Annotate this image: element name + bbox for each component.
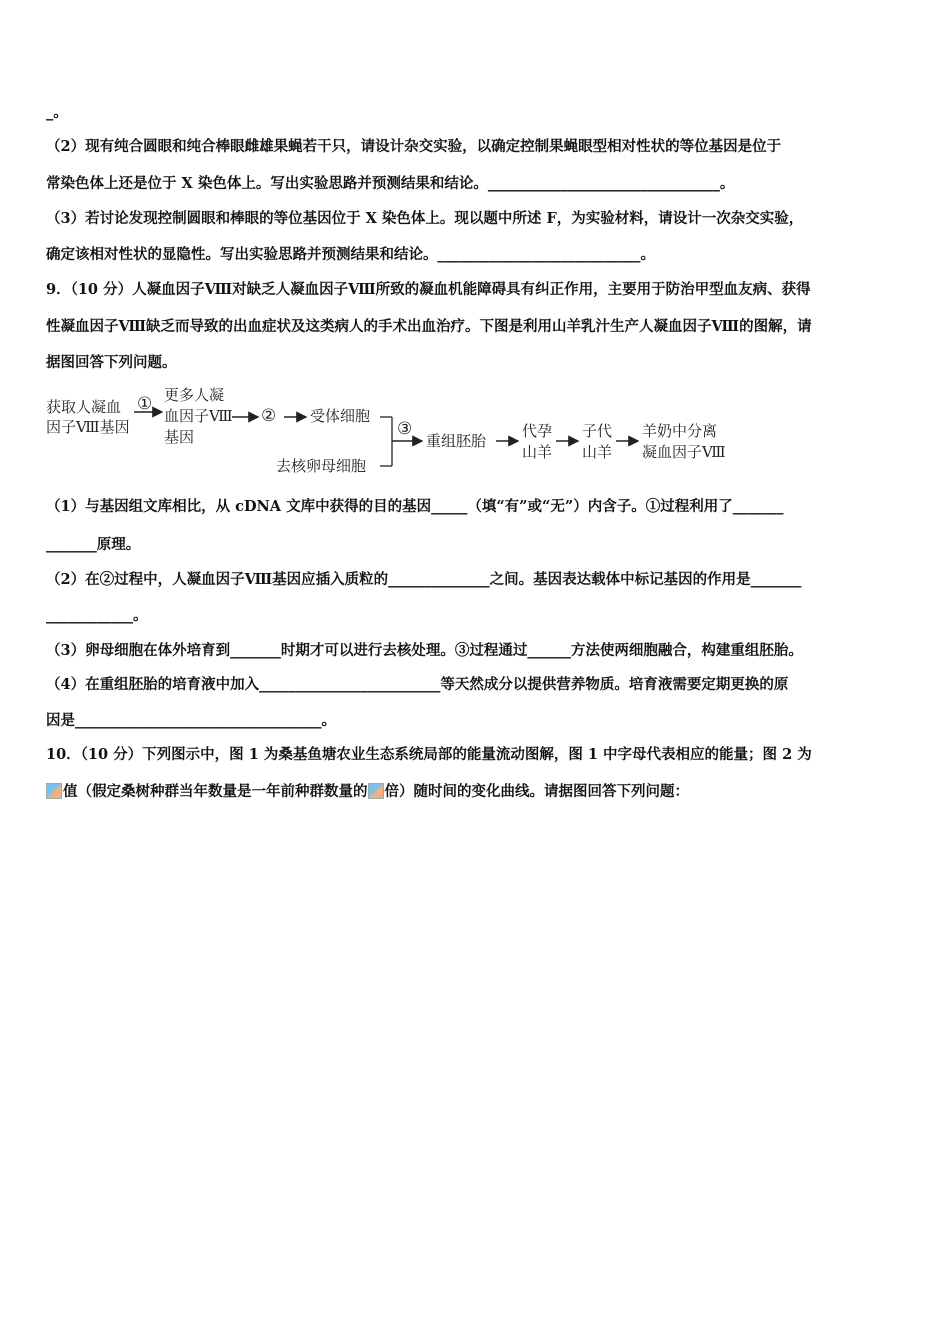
text-line: （2）在②过程中，人凝血因子Ⅷ基因应插入质粒的______________之间。基因表达载体中标记基因的作用是_______ [46,571,802,588]
flow-node-more-genes-line3: 基因 [164,428,195,446]
lambda-image-icon [46,783,62,799]
text-line: 确定该相对性状的显隐性。写出实验思路并预测结果和结论。____________________________。 [46,246,655,263]
text-line: （3）卵母细胞在体外培育到_______时期才可以进行去核处理。③过程通过______方法使两细胞融合，构建重组胚胎。 [46,642,803,659]
text-line: （3）若讨论发现控制圆眼和棒眼的等位基因位于 X 染色体上。现以题中所述 F，为实验材料，请设计一次杂交实验， [46,210,804,227]
flow-node-obtain-gene-line2: 因子Ⅷ基因 [46,418,130,436]
flow-step-3: ③ [397,419,413,439]
flow-node-more-genes-line2: 血因子Ⅷ [164,407,233,425]
flow-step-2: ② [261,406,277,426]
text-line: （1）与基因组文库相比，从 cDNA 文库中获得的目的基因_____（填“有”或“无”）内含子。①过程利用了_______ [46,498,784,515]
text-line: 常染色体上还是位于 X 染色体上。写出实验思路并预测结果和结论。________________________________。 [46,175,735,192]
text-line: 因是__________________________________。 [46,712,336,729]
flow-node-surrogate-line2: 山羊 [522,443,553,461]
text-fragment: 值（假定桑树种群当年数量是一年前种群数量的 [63,783,368,800]
flow-node-milk-line1: 羊奶中分离 [642,422,718,440]
flow-node-offspring-line2: 山羊 [582,443,613,461]
text-line: （2）现有纯合圆眼和纯合棒眼雌雄果蝇若干只，请设计杂交实验，以确定控制果蝇眼型相对性状的等位基因是位于 [46,138,782,155]
text-line: 性凝血因子Ⅷ缺乏而导致的出血症状及这类病人的手术出血治疗。下图是利用山羊乳汁生产人凝血因子Ⅷ的图解，请 [46,318,812,335]
flow-node-more-genes-line1: 更多人凝 [164,386,225,404]
text-line: _______原理。 [46,536,141,553]
question-10-stem: 10．（10 分）下列图示中，图 1 为桑基鱼塘农业生态系统局部的能量流动图解，图 1 中字母代表相应的能量；图 2 为 [46,746,812,763]
text-line: ____________。 [46,607,148,624]
lambda-image-icon [368,783,384,799]
text-fragment: 倍）随时间的变化曲线。请据图回答下列问题： [384,783,689,800]
flow-node-surrogate-line1: 代孕 [522,422,553,440]
flow-node-recipient-cell: 受体细胞 [310,407,371,425]
text-line: 据图回答下列问题。 [46,354,177,371]
text-line: （4）在重组胚胎的培育液中加入_________________________等天然成分以提供营养物质。培育液需要定期更换的原 [46,676,789,693]
text-line [46,782,689,802]
flow-node-enucleated-oocyte: 去核卵母细胞 [276,457,367,475]
flow-node-offspring-line1: 子代 [582,422,613,440]
flow-diagram [44,386,744,478]
flow-node-recombinant-embryo: 重组胚胎 [426,432,487,450]
flow-node-obtain-gene-line1: 获取人凝血 [46,398,122,416]
text-line: _。 [46,104,68,121]
question-9-stem: 9．（10 分）人凝血因子Ⅷ对缺乏人凝血因子Ⅷ所致的凝血机能障碍具有纠正作用，主要用于防治甲型血友病、获得 [46,281,811,298]
flow-node-milk-line2: 凝血因子Ⅷ [642,443,726,461]
flow-step-1: ① [137,394,153,414]
